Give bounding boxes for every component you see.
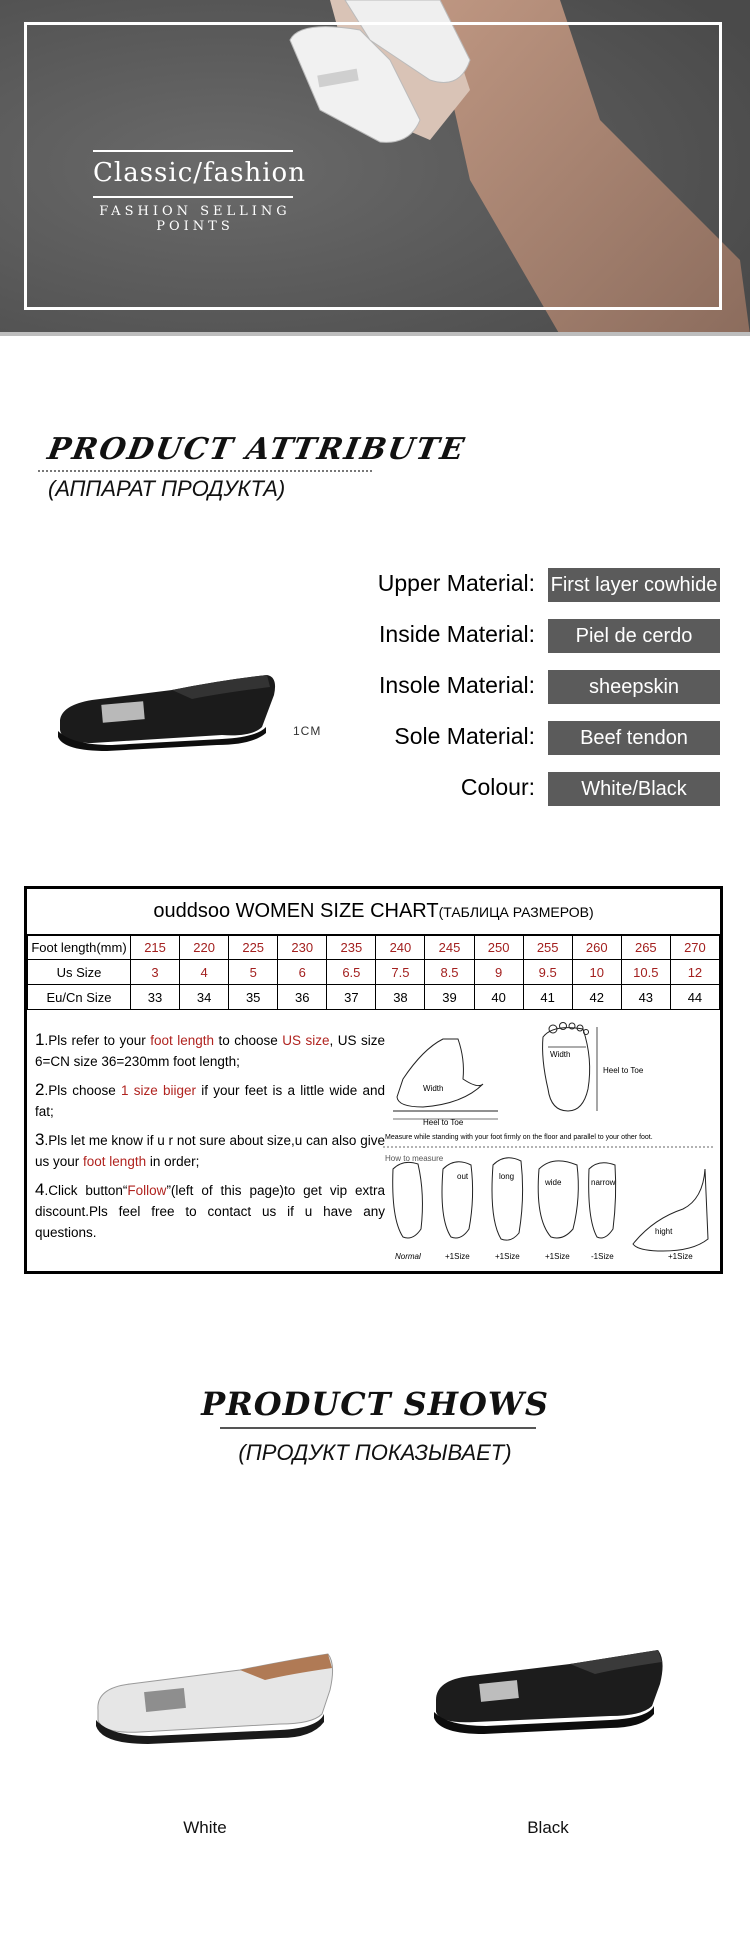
attribute-row-inside [300,619,720,653]
product-shows-rule [220,1427,536,1429]
hero-subtitle: FASHION SELLING POINTS [99,204,291,234]
cell: 6.5 [327,960,376,985]
cell: 10 [572,960,621,985]
attribute-title: PRODUCT ATTRIBUTE [44,432,469,467]
attribute-row-colour [300,772,720,806]
cell: 215 [131,935,180,960]
attribute-label: Upper Material: [377,570,535,596]
foot-type-tag: narrow [591,1178,616,1187]
note-highlight: Follow [127,1183,167,1198]
attribute-label: Sole Material: [394,723,535,749]
cell: 7.5 [376,960,425,985]
note-text: , US size 6=CN size 36=230mm foot length; [35,1033,386,1069]
foot-type-out [442,1162,473,1261]
cell: 255 [523,935,572,960]
note-number: 3 [35,1130,45,1149]
attribute-title-rule [38,470,372,472]
note-4 [35,1179,385,1243]
size-table [27,934,720,1010]
cell: 39 [425,985,474,1010]
shoe-side-view-image [52,665,282,755]
foot-type-adj: -1Size [591,1252,614,1261]
table-row [28,960,720,985]
cell: 4 [180,960,229,985]
cell: 12 [670,960,719,985]
foot-type-adj: Normal [395,1252,421,1261]
cell: 220 [180,935,229,960]
note-text: .Pls choose [44,1083,121,1098]
cell: 3 [131,960,180,985]
foot-measure-figure [383,1019,715,1269]
size-chart [24,886,723,1274]
cell: 10.5 [621,960,670,985]
attribute-value: Piel de cerdo [548,619,720,653]
note-text: to choose [214,1033,283,1048]
foot-type-adj: +1Size [545,1252,570,1261]
note-text: in order; [146,1154,200,1169]
how-to-measure-label: How to measure [385,1154,444,1163]
foot-type-normal [393,1162,423,1261]
note-highlight: foot length [150,1033,214,1048]
note-text: .Pls let me know if u r not sure about size,u can also give us your [35,1133,385,1169]
heel-to-toe-label-top: Heel to Toe [603,1066,644,1075]
width-label-top: Width [550,1050,571,1059]
note-number: 1 [35,1030,45,1049]
cell: 42 [572,985,621,1010]
note-text: .Pls refer to your [44,1033,151,1048]
cell: 5 [229,960,278,985]
cell: 37 [327,985,376,1010]
attribute-value: White/Black [548,772,720,806]
note-highlight: US size [282,1033,330,1048]
foot-type-adj: +1Size [445,1252,470,1261]
cell: 8.5 [425,960,474,985]
measure-note: Measure while standing with your foot firmly on the floor and parallel to your other foot. [385,1134,653,1141]
cell: 235 [327,935,376,960]
size-chart-title-ru: (ТАБЛИЦА РАЗМЕРОВ) [438,904,594,920]
cell: 36 [278,985,327,1010]
note-text: ”(left of this page)to get vip extra discount.Pls feel free to contact us if u have any questions. [35,1183,385,1240]
cell: 43 [621,985,670,1010]
cell: 6 [278,960,327,985]
cell: 34 [180,985,229,1010]
caption-black: Black [527,1818,569,1837]
black-shoe-image [430,1640,670,1740]
foot-type-hight [633,1169,708,1261]
row-header: Us Size [28,960,131,985]
white-shoe-image [90,1640,340,1750]
heel-height-label: 1CM [293,724,322,738]
cell: 44 [670,985,719,1010]
cell: 245 [425,935,474,960]
attribute-row-upper [300,568,720,602]
attribute-label: Insole Material: [379,672,535,698]
cell: 38 [376,985,425,1010]
note-1 [35,1029,385,1072]
foot-type-wide [538,1161,578,1261]
row-header: Foot length(mm) [28,935,131,960]
caption-white: White [183,1818,227,1837]
hero-banner [0,0,750,335]
table-row [28,985,720,1010]
attribute-value: Beef tendon [548,721,720,755]
cell: 9.5 [523,960,572,985]
cell: 270 [670,935,719,960]
cell: 260 [572,935,621,960]
size-chart-title-text: ouddsoo WOMEN SIZE CHART [153,900,439,922]
cell: 35 [229,985,278,1010]
foot-type-narrow [589,1163,616,1261]
cell: 240 [376,935,425,960]
cell: 265 [621,935,670,960]
cell: 41 [523,985,572,1010]
size-chart-title [27,889,720,936]
cell: 250 [474,935,523,960]
note-number: 4 [35,1180,45,1199]
note-text: if your feet is a little wide and fat; [35,1083,385,1119]
note-text: .Click button“ [44,1183,128,1198]
size-notes [35,1029,385,1250]
note-3 [35,1129,385,1172]
foot-type-tag: wide [545,1178,562,1187]
product-shows-subtitle: (ПРОДУКТ ПОКАЗЫВАЕТ) [238,1440,512,1465]
hero-title: Classic/fashion [93,150,293,198]
attribute-label: Inside Material: [379,621,535,647]
width-label: Width [423,1084,444,1093]
foot-type-adj: +1Size [668,1252,693,1261]
table-row [28,935,720,960]
foot-type-tag: out [457,1172,469,1181]
attribute-value: First layer cowhide [548,568,720,602]
foot-type-tag: long [499,1172,515,1181]
cell: 40 [474,985,523,1010]
note-highlight: foot length [83,1154,147,1169]
note-number: 2 [35,1080,45,1099]
attribute-subtitle: (АППАРАТ ПРОДУКТА) [48,476,286,501]
foot-type-adj: +1Size [495,1252,520,1261]
foot-side-drawing [397,1039,483,1107]
attribute-row-insole [300,670,720,704]
foot-type-long [492,1158,523,1261]
foot-top-drawing [543,1028,590,1111]
attribute-label: Colour: [460,774,535,800]
attribute-value: sheepskin [548,670,720,704]
cell: 230 [278,935,327,960]
attribute-row-sole [300,721,720,755]
cell: 225 [229,935,278,960]
cell: 9 [474,960,523,985]
note-2 [35,1079,385,1122]
heel-to-toe-label: Heel to Toe [423,1118,464,1127]
foot-type-tag: hight [655,1227,673,1236]
product-shows-title: PRODUCT SHOWS [201,1385,549,1423]
cell: 33 [131,985,180,1010]
hero-divider [0,332,750,336]
row-header: Eu/Cn Size [28,985,131,1010]
note-highlight: 1 size biiger [120,1083,196,1098]
